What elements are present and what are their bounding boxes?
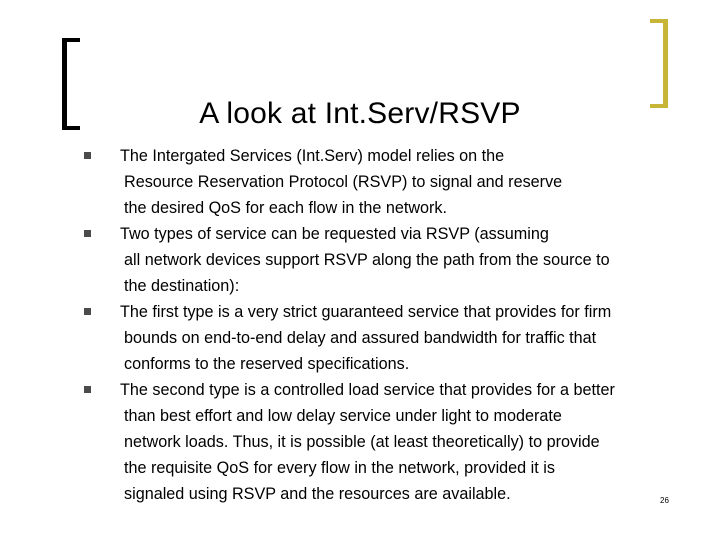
- square-bullet-icon: [84, 386, 91, 393]
- square-bullet-icon: [84, 152, 91, 159]
- bullet-line: conforms to the reserved specifications.: [124, 355, 410, 373]
- bullet-line: Two types of service can be requested via RSVP (assuming: [120, 225, 549, 243]
- bullet-line: The Intergated Services (Int.Serv) model relies on the: [120, 147, 505, 165]
- bullet-line: signaled using RSVP and the resources are available.: [124, 485, 511, 503]
- bullet-text: [120, 299, 680, 377]
- bullet-line: all network devices support RSVP along the path from the source to: [124, 251, 610, 269]
- bullet-item: [0, 299, 720, 377]
- left-bracket-top: [62, 38, 80, 42]
- bullet-list: [0, 143, 720, 507]
- bullet-line: the requisite QoS for every flow in the network, provided it is: [124, 459, 555, 477]
- square-bullet-icon: [84, 230, 91, 237]
- bullet-line: bounds on end-to-end delay and assured bandwidth for traffic that: [124, 329, 597, 347]
- bullet-line: the destination):: [124, 277, 240, 295]
- right-bracket-top: [650, 19, 668, 23]
- bullet-text: [120, 221, 680, 299]
- bullet-line: Resource Reservation Protocol (RSVP) to signal and reserve: [124, 173, 563, 191]
- bullet-line: the desired QoS for each flow in the network.: [124, 199, 448, 217]
- bullet-item: [0, 143, 720, 221]
- bullet-line: The second type is a controlled load service that provides for a better: [120, 381, 615, 399]
- slide-title: A look at Int.Serv/RSVP: [199, 97, 521, 131]
- bullet-line: network loads. Thus, it is possible (at least theoretically) to provide: [124, 433, 600, 451]
- bullet-text: [120, 377, 680, 507]
- square-bullet-icon: [84, 308, 91, 315]
- bullet-text: [120, 143, 680, 221]
- bullet-line: The first type is a very strict guaranteed service that provides for firm: [120, 303, 612, 321]
- bullet-item: [0, 221, 720, 299]
- bullet-item: [0, 377, 720, 507]
- page-number: 26: [660, 496, 669, 505]
- bullet-line: than best effort and low delay service under light to moderate: [124, 407, 562, 425]
